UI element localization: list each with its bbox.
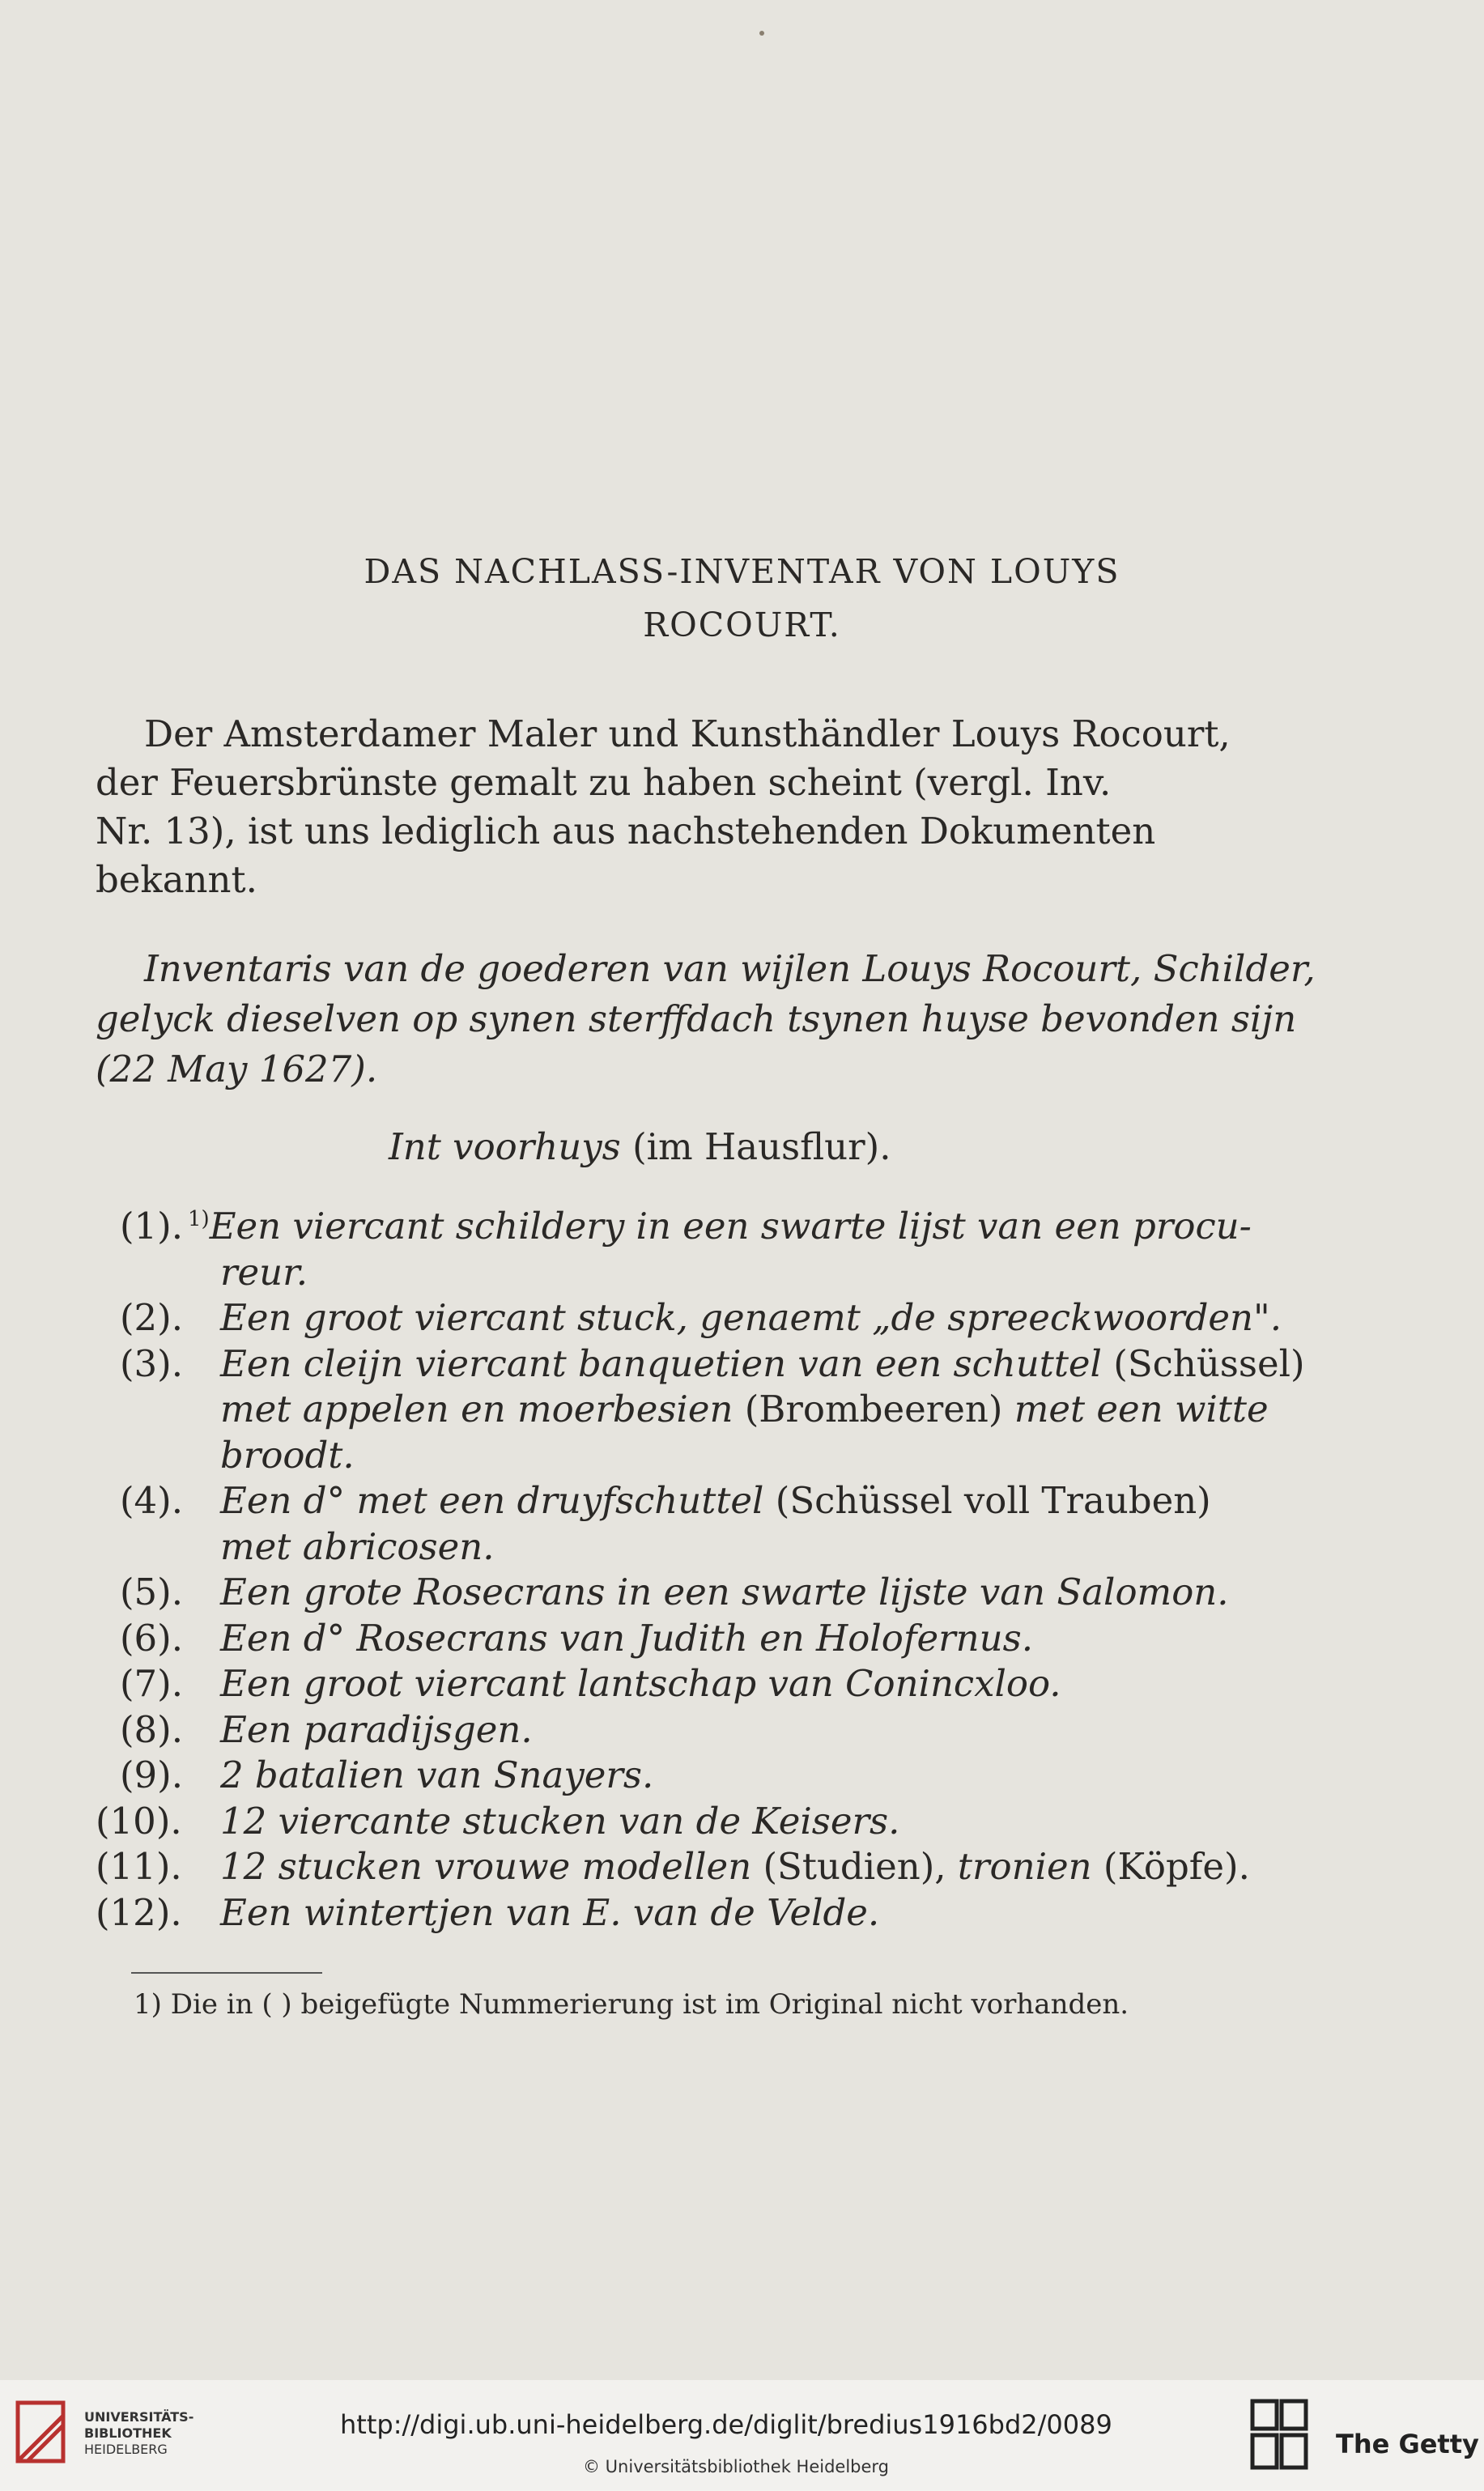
footnote: 1) Die in ( ) beigefügte Nummerierung ist im Original nicht vorhanden. bbox=[134, 1988, 1129, 2021]
paper-spot bbox=[759, 31, 764, 36]
item-text-line bbox=[220, 1617, 1033, 1660]
item-number: (12). bbox=[96, 1890, 182, 1934]
item-text-line bbox=[220, 1434, 355, 1477]
item-text-upright: (Studien), bbox=[751, 1845, 958, 1888]
item-text-line bbox=[220, 1251, 308, 1294]
intro-line-1: Der Amsterdamer Maler und Kunsthändler Louys Rocourt, bbox=[144, 712, 1231, 755]
item-number: (4). bbox=[120, 1479, 184, 1522]
item-text-line bbox=[220, 1891, 879, 1934]
item-text-line bbox=[220, 1753, 653, 1796]
inventory-heading-line-2: gelyck dieselven op synen sterffdach tsynen huyse bevonden sijn bbox=[96, 997, 1297, 1040]
getty-logo-icon bbox=[1249, 2396, 1310, 2473]
library-name-line-2: BIBLIOTHEK bbox=[84, 2425, 172, 2441]
title-line-2: ROCOURT. bbox=[643, 606, 841, 644]
inventory-heading-line-1: Inventaris van de goederen van wijlen Louys Rocourt, Schilder, bbox=[144, 947, 1316, 990]
item-text-line bbox=[220, 1845, 1250, 1888]
item-text-upright: (Schüssel) bbox=[1101, 1341, 1305, 1385]
item-text-line bbox=[188, 1205, 1252, 1248]
intro-line-2: der Feuersbrünste gemalt zu haben scheint (vergl. Inv. bbox=[96, 761, 1112, 804]
item-text-line bbox=[220, 1479, 1211, 1522]
item-text-italic: broodt. bbox=[220, 1433, 355, 1477]
item-number: (7). bbox=[120, 1662, 184, 1705]
item-number: (10). bbox=[96, 1799, 182, 1843]
item-text-italic: met abricosen. bbox=[220, 1524, 495, 1568]
item-text-italic: tronien bbox=[957, 1845, 1092, 1888]
item-text-italic: met een witte bbox=[1014, 1388, 1269, 1430]
section-heading bbox=[389, 1125, 891, 1168]
item-number: (8). bbox=[120, 1707, 184, 1751]
item-text-line bbox=[220, 1708, 533, 1751]
item-text-italic: Een paradijsgen. bbox=[220, 1707, 533, 1751]
item-text-italic: reur. bbox=[220, 1250, 308, 1294]
copyright-notice: © Universitätsbibliothek Heidelberg bbox=[583, 2457, 890, 2476]
item-text-italic: Een viercant schildery in een swarte lijst van een procu- bbox=[209, 1205, 1252, 1248]
item-text-italic: Een d° met een druyfschuttel bbox=[220, 1479, 764, 1522]
footnote-marker: 1) bbox=[188, 1207, 210, 1231]
item-number: (11). bbox=[96, 1845, 182, 1888]
item-text-line bbox=[220, 1388, 1269, 1430]
library-name-line-1: UNIVERSITÄTS- bbox=[84, 2409, 194, 2425]
inventory-heading-line-3: (22 May 1627). bbox=[96, 1048, 378, 1090]
item-text-line bbox=[220, 1662, 1061, 1705]
item-text-line bbox=[220, 1296, 1282, 1339]
item-number: (6). bbox=[120, 1616, 184, 1660]
item-text-italic: Een groot viercant stuck, genaemt „de spreeckwoorden". bbox=[220, 1296, 1282, 1339]
item-text-italic: Een wintertjen van E. van de Velde. bbox=[220, 1890, 880, 1934]
item-text-italic: met appelen en moerbesien bbox=[220, 1388, 733, 1430]
item-text-italic: 12 stucken vrouwe modellen bbox=[220, 1845, 752, 1888]
item-text-italic: Een grote Rosecrans in een swarte lijste van Salomon. bbox=[220, 1571, 1229, 1613]
intro-line-3: Nr. 13), ist uns lediglich aus nachstehenden Dokumenten bbox=[96, 810, 1156, 852]
library-name bbox=[84, 2409, 193, 2458]
item-text-italic: 12 viercante stucken van de Keisers. bbox=[220, 1799, 900, 1843]
item-text-upright: (Schüssel voll Trauben) bbox=[763, 1479, 1211, 1522]
library-name-line-3: HEIDELBERG bbox=[84, 2442, 168, 2457]
item-text-italic: 2 batalien van Snayers. bbox=[220, 1753, 654, 1796]
item-text-italic: Een cleijn viercant banquetien van een schuttel bbox=[220, 1341, 1102, 1385]
section-heading-upright: (im Hausflur). bbox=[632, 1125, 891, 1168]
item-number: (9). bbox=[120, 1753, 184, 1796]
university-library-logo-icon bbox=[13, 2398, 71, 2469]
item-text-line bbox=[220, 1342, 1305, 1385]
intro-line-4: bekannt. bbox=[96, 858, 257, 901]
item-number: (2). bbox=[120, 1296, 184, 1339]
item-text-upright: (Köpfe). bbox=[1091, 1845, 1250, 1888]
item-text-line bbox=[220, 1571, 1229, 1613]
item-text-line bbox=[220, 1800, 899, 1843]
item-number: (3). bbox=[120, 1341, 184, 1385]
item-text-italic: Een d° Rosecrans van Judith en Holofernus. bbox=[220, 1616, 1034, 1660]
getty-name: The Getty bbox=[1336, 2429, 1479, 2459]
item-text-italic: Een groot viercant lantschap van Conincxloo. bbox=[220, 1662, 1061, 1705]
footnote-rule bbox=[131, 1972, 322, 1974]
section-heading-italic: Int voorhuys bbox=[389, 1125, 621, 1168]
item-number: (5). bbox=[120, 1571, 184, 1613]
item-text-upright: (Brombeeren) bbox=[733, 1388, 1014, 1430]
source-url-link[interactable]: http://digi.ub.uni-heidelberg.de/diglit/bredius1916bd2/0089 bbox=[340, 2409, 1112, 2440]
item-number: (1). bbox=[120, 1205, 184, 1248]
item-text-line bbox=[220, 1525, 495, 1568]
title-line-1: DAS NACHLASS-INVENTAR VON LOUYS bbox=[364, 552, 1120, 591]
